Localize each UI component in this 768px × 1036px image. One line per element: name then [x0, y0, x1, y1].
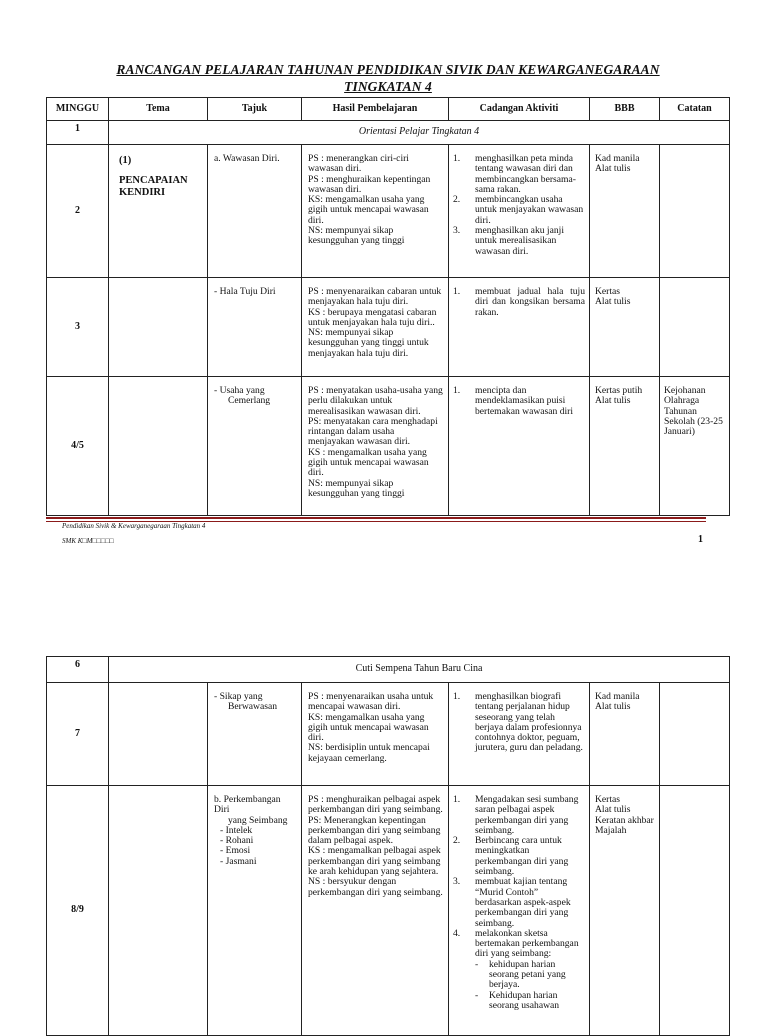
tema-cell: [109, 377, 208, 516]
bbb-cell: [590, 145, 660, 278]
bbb-cell: [590, 278, 660, 377]
tajuk-text: - Hala Tuju Diri: [214, 286, 276, 297]
page-number: 1: [698, 534, 703, 545]
tema-cell: [109, 278, 208, 377]
catatan-cell: [660, 377, 730, 516]
bbb-item: Kertas: [595, 794, 621, 805]
bbb-item: Alat tulis: [595, 804, 631, 816]
hasil-cell: [302, 683, 449, 786]
week-cell: 1: [47, 121, 109, 145]
tajuk-text: - Sikap yang: [214, 691, 263, 702]
tajuk-subitem: - Intelek: [220, 824, 253, 836]
catatan-cell: [660, 145, 730, 278]
hasil-line: NS: mempunyai sikap kesungguhan yang tinggi untuk menjayakan hala tuju diri.: [308, 327, 429, 359]
aktiviti-item: 1. membuat jadual hala tuju diri dan kongsikan bersama rakan.: [453, 286, 585, 318]
week-cell: 7: [47, 683, 109, 786]
aktiviti-cell: [449, 377, 590, 516]
week-cell: 6: [47, 657, 109, 683]
footer-school: SMK K□M□□□□□: [62, 537, 114, 545]
week-cell: 2: [47, 145, 109, 278]
lesson-plan-table: [46, 97, 730, 516]
bbb-cell: [590, 377, 660, 516]
aktiviti-cell: [449, 786, 590, 1036]
aktiviti-item: 1. Mengadakan sesi sumbang saran pelbagai aspek perkembangan diri yang seimbang.: [453, 794, 579, 836]
aktiviti-item: 3. menghasilkan aku janji untuk merealisasikan wawasan diri.: [453, 225, 564, 257]
hasil-line: PS: menyatakan cara menghadapi rintangan dalam usaha menjayakan wawasan diri.: [308, 415, 438, 448]
table-row: [47, 683, 730, 786]
lesson-plan-table-continued: [46, 656, 730, 1036]
hasil-line: KS : berupaya mengatasi cabaran untuk menjayakan hala tuju diri..: [308, 306, 437, 328]
tema-number: (1): [119, 155, 132, 166]
bbb-item: Kertas putih: [595, 385, 643, 396]
aktiviti-cell: [449, 145, 590, 278]
tajuk-text-cont: Cemerlang: [228, 395, 271, 407]
tajuk-text: - Usaha yang: [214, 385, 265, 396]
aktiviti-item: 4. melakonkan sketsa bertemakan perkembangan diri yang seimbang:: [453, 927, 579, 960]
aktiviti-item: 3. membuat kajian tentang “Murid Contoh” berdasarkan aspek-aspek perkembangan diri yang seimbang.: [453, 876, 571, 929]
hasil-line: NS : bersyukur dengan perkembangan diri yang seimbang.: [308, 876, 443, 898]
hasil-cell: [302, 278, 449, 377]
catatan-cell: [660, 683, 730, 786]
week-cell: 4/5: [47, 377, 109, 516]
footer-rule: [46, 517, 706, 519]
tajuk-text: a. Wawasan Diri.: [214, 153, 280, 164]
hasil-line: KS: mengamalkan usaha yang gigih untuk mencapai wawasan diri.: [308, 711, 429, 744]
tema-cell: [109, 786, 208, 1036]
table-row: [47, 657, 730, 683]
tajuk-subitem: - Jasmani: [220, 855, 257, 867]
tajuk-text: b. Perkembangan Diri: [214, 794, 281, 816]
header-tajuk: Tajuk: [208, 98, 302, 121]
tajuk-cell: [208, 683, 302, 786]
tajuk-text-cont: Berwawasan: [228, 701, 278, 713]
week-cell: 3: [47, 278, 109, 377]
hasil-line: PS : menyatakan usaha-usaha yang perlu dilakukan untuk merealisasikan wawasan diri.: [308, 385, 443, 417]
hasil-line: PS : menghuraikan kepentingan wawasan diri.: [308, 173, 431, 195]
bbb-item: Alat tulis: [595, 395, 631, 407]
hasil-line: KS : mengamalkan pelbagai aspek perkembangan diri yang seimbang ke arah kehidupan yang sejahtera.: [308, 845, 441, 878]
table-row: [47, 377, 730, 516]
tajuk-cell: [208, 278, 302, 377]
hasil-line: KS : mengamalkan usaha yang gigih untuk mencapai wawasan diri.: [308, 446, 429, 479]
bbb-item: Kertas: [595, 286, 621, 297]
bbb-item: Alat tulis: [595, 163, 631, 175]
bbb-item: Kad manila: [595, 691, 640, 702]
tema-cell: [109, 683, 208, 786]
header-tema: Tema: [109, 98, 208, 121]
hasil-line: NS: mempunyai sikap kesungguhan yang tinggi: [308, 477, 405, 499]
bbb-cell: [590, 786, 660, 1036]
header-minggu: MINGGU: [47, 98, 109, 121]
hasil-cell: [302, 145, 449, 278]
catatan-cell: [660, 786, 730, 1036]
tajuk-cell: [208, 786, 302, 1036]
aktiviti-item: 1. menghasilkan peta minda tentang wawasan diri dan membincangkan bersama-sama rakan.: [453, 153, 576, 195]
aktiviti-subitem: - Kehidupan harian seorang usahawan: [475, 989, 560, 1011]
header-row: [47, 98, 730, 121]
aktiviti-subitem: - kehidupan harian seorang petani yang berjaya.: [475, 958, 566, 991]
span-cell: Cuti Sempena Tahun Baru Cina: [109, 657, 730, 683]
hasil-line: KS: mengamalkan usaha yang gigih untuk mencapai wawasan diri.: [308, 194, 429, 226]
document-title-line1: RANCANGAN PELAJARAN TAHUNAN PENDIDIKAN SIVIK DAN KEWARGANEGARAAN: [116, 62, 660, 77]
bbb-item: Kad manila: [595, 153, 640, 164]
hasil-line: PS: Menerangkan kepentingan perkembangan diri yang seimbang dalam pelbagai aspek.: [308, 814, 441, 847]
table-row: [47, 121, 730, 145]
bbb-item: Alat tulis: [595, 701, 631, 713]
aktiviti-cell: [449, 278, 590, 377]
aktiviti-item: 1. mencipta dan mendeklamasikan puisi bertemakan wawasan diri: [453, 385, 574, 417]
header-catatan: Catatan: [660, 98, 730, 121]
table-row: [47, 786, 730, 1036]
tajuk-subitem: - Emosi: [220, 845, 251, 857]
bbb-cell: [590, 683, 660, 786]
tajuk-cell: [208, 377, 302, 516]
document-title-line2: TINGKATAN 4: [344, 79, 432, 94]
tajuk-cell: [208, 145, 302, 278]
tajuk-text-cont: yang Seimbang: [228, 814, 288, 826]
hasil-line: NS: mempunyai sikap kesungguhan yang tinggi: [308, 225, 405, 247]
hasil-line: PS : menerangkan ciri-ciri wawasan diri.: [308, 153, 409, 175]
hasil-line: NS: berdisiplin untuk mencapai kejayaan cemerlang.: [308, 742, 430, 764]
tajuk-subitem: - Rohani: [220, 835, 254, 847]
hasil-cell: [302, 377, 449, 516]
tema-cell: [109, 145, 208, 278]
header-bbb: BBB: [590, 98, 660, 121]
week-cell: 8/9: [47, 786, 109, 1036]
span-cell: Orientasi Pelajar Tingkatan 4: [109, 121, 730, 145]
tema-title: PENCAPAIAN KENDIRI: [119, 175, 188, 198]
table-row: [47, 278, 730, 377]
catatan-text: Kejohanan Olahraga Tahunan Sekolah (23-25 Januari): [664, 385, 723, 438]
hasil-cell: [302, 786, 449, 1036]
header-hasil: Hasil Pembelajaran: [302, 98, 449, 121]
catatan-cell: [660, 278, 730, 377]
table-row: [47, 145, 730, 278]
bbb-item: Keratan akhbar: [595, 814, 654, 826]
hasil-line: PS : menyenaraikan usaha untuk mencapai wawasan diri.: [308, 691, 434, 713]
hasil-line: PS : menghuraikan pelbagai aspek perkembangan diri yang seimbang.: [308, 794, 443, 816]
hasil-line: PS : menyenaraikan cabaran untuk menjayakan hala tuju diri.: [308, 286, 442, 308]
bbb-item: Alat tulis: [595, 296, 631, 308]
bbb-item: Majalah: [595, 824, 627, 836]
aktiviti-item: 1. menghasilkan biografi tentang perjalanan hidup seseorang yang telah berjaya dalam profesionnya contohnya doktor, peguam, jurutera, guru dan peladang.: [453, 691, 583, 754]
header-aktiviti: Cadangan Aktiviti: [449, 98, 590, 121]
aktiviti-item: 2. membincangkan usaha untuk menjayakan wawasan diri.: [453, 194, 584, 226]
aktiviti-cell: [449, 683, 590, 786]
aktiviti-item: 2. Berbincang cara untuk meningkatkan perkembangan diri yang seimbang.: [453, 835, 569, 878]
footer-subject: Pendidikan Sivik & Kewarganegaraan Tingkatan 4: [62, 522, 206, 530]
